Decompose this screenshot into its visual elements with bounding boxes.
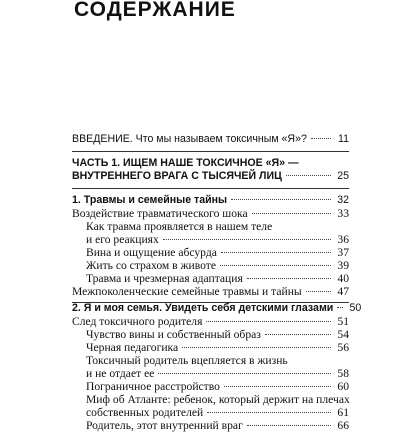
toc-entry-text: 1. Травмы и семейные тайны: [72, 194, 228, 206]
toc-entry-text: Пограничное расстройство: [86, 380, 220, 393]
toc-entry[interactable]: [86, 380, 349, 393]
leader-dots: [337, 307, 343, 308]
toc-page-number: 54: [337, 328, 349, 341]
toc-chapter-2[interactable]: [72, 302, 362, 315]
leader-dots: [247, 278, 331, 279]
toc-page-number: 56: [337, 341, 349, 354]
toc-page-number: 39: [337, 259, 349, 272]
toc-entry-text: 2. Я и моя семья. Увидеть себя детскими глазами: [72, 302, 334, 314]
toc-entry[interactable]: [86, 419, 349, 432]
toc-entry-text: След токсичного родителя: [72, 315, 203, 328]
toc-entry-text: Чувство вины и собственный образ: [86, 328, 261, 341]
toc-chapter-1[interactable]: [72, 194, 349, 207]
toc-page-number: 58: [337, 367, 349, 380]
toc-page-number: 37: [337, 246, 349, 259]
toc-entry-text: Межпоколенческие семейные травмы и тайны: [72, 285, 302, 298]
leader-dots: [252, 213, 331, 214]
toc-page-number: 33: [337, 207, 349, 220]
toc-entry[interactable]: [72, 285, 349, 298]
toc-entry[interactable]: [86, 233, 349, 246]
separator: [72, 151, 349, 152]
toc-entry[interactable]: [72, 207, 349, 220]
toc-entry[interactable]: [86, 259, 349, 272]
toc-page-number: 51: [337, 315, 349, 328]
toc-entry[interactable]: [86, 272, 349, 285]
toc-entry-intro[interactable]: [72, 133, 349, 146]
toc-entry-text: ВВЕДЕНИЕ. Что мы называем токсичным «Я»?: [72, 133, 307, 145]
leader-dots: [247, 425, 331, 426]
toc-entry[interactable]: [72, 315, 349, 328]
leader-dots: [221, 252, 331, 253]
toc-entry-text: и его реакциях: [86, 233, 159, 246]
leader-dots: [158, 373, 331, 374]
leader-dots: [207, 412, 331, 413]
leader-dots: [286, 175, 331, 176]
toc-page-number: 40: [337, 272, 349, 285]
toc-entry-text: ВНУТРЕННЕГО ВРАГА С ТЫСЯЧЕЙ ЛИЦ: [72, 170, 282, 182]
toc-entry-text: Черная педагогика: [86, 341, 179, 354]
toc-entry-text: Травма и чрезмерная адаптация: [86, 272, 243, 285]
toc-page-number: 36: [337, 233, 349, 246]
toc-entry[interactable]: Как травма проявляется в нашем теле: [86, 220, 273, 233]
toc-entry[interactable]: [86, 328, 349, 341]
leader-dots: [182, 347, 331, 348]
leader-dots: [231, 199, 331, 200]
leader-dots: [306, 291, 331, 292]
toc-entry-text: Воздействие травматического шока: [72, 207, 248, 220]
toc-entry-text: собственных родителей: [86, 406, 204, 419]
toc-page-number: 11: [338, 133, 349, 145]
toc-part-1-line2[interactable]: [72, 170, 349, 183]
toc-entry[interactable]: Токсичный родитель вцепляется в жизнь: [86, 354, 288, 367]
leader-dots: [206, 321, 331, 322]
leader-dots: [224, 386, 331, 387]
toc-entry[interactable]: [86, 246, 349, 259]
toc-entry-text: Родитель, этот внутренний враг: [86, 419, 243, 432]
toc-entry[interactable]: [86, 341, 349, 354]
leader-dots: [265, 334, 331, 335]
toc-entry[interactable]: Миф об Атланте: ребенок, который держит на плечах: [86, 393, 350, 406]
toc-page-number: 60: [337, 380, 349, 393]
leader-dots: [220, 265, 331, 266]
toc-page-number: 32: [337, 194, 349, 206]
toc-page-number: 25: [337, 170, 349, 182]
separator: [72, 188, 349, 189]
toc-part-1-line1[interactable]: ЧАСТЬ 1. ИЩЕМ НАШЕ ТОКСИЧНОЕ «Я» —: [72, 157, 299, 169]
leader-dots: [311, 138, 331, 139]
toc-page-number: 61: [337, 406, 349, 419]
page-title: СОДЕРЖАНИЕ: [74, 0, 236, 21]
toc-entry-text: Жить со страхом в животе: [86, 259, 216, 272]
toc-page-number: 66: [337, 419, 349, 432]
toc-entry[interactable]: [86, 367, 349, 380]
leader-dots: [163, 239, 331, 240]
toc-page-number: 50: [349, 302, 362, 314]
toc-page-number: 47: [337, 285, 349, 298]
toc-entry[interactable]: [86, 406, 349, 419]
toc-entry-text: Вина и ощущение абсурда: [86, 246, 217, 259]
toc-entry-text: и не отдает ее: [86, 367, 155, 380]
